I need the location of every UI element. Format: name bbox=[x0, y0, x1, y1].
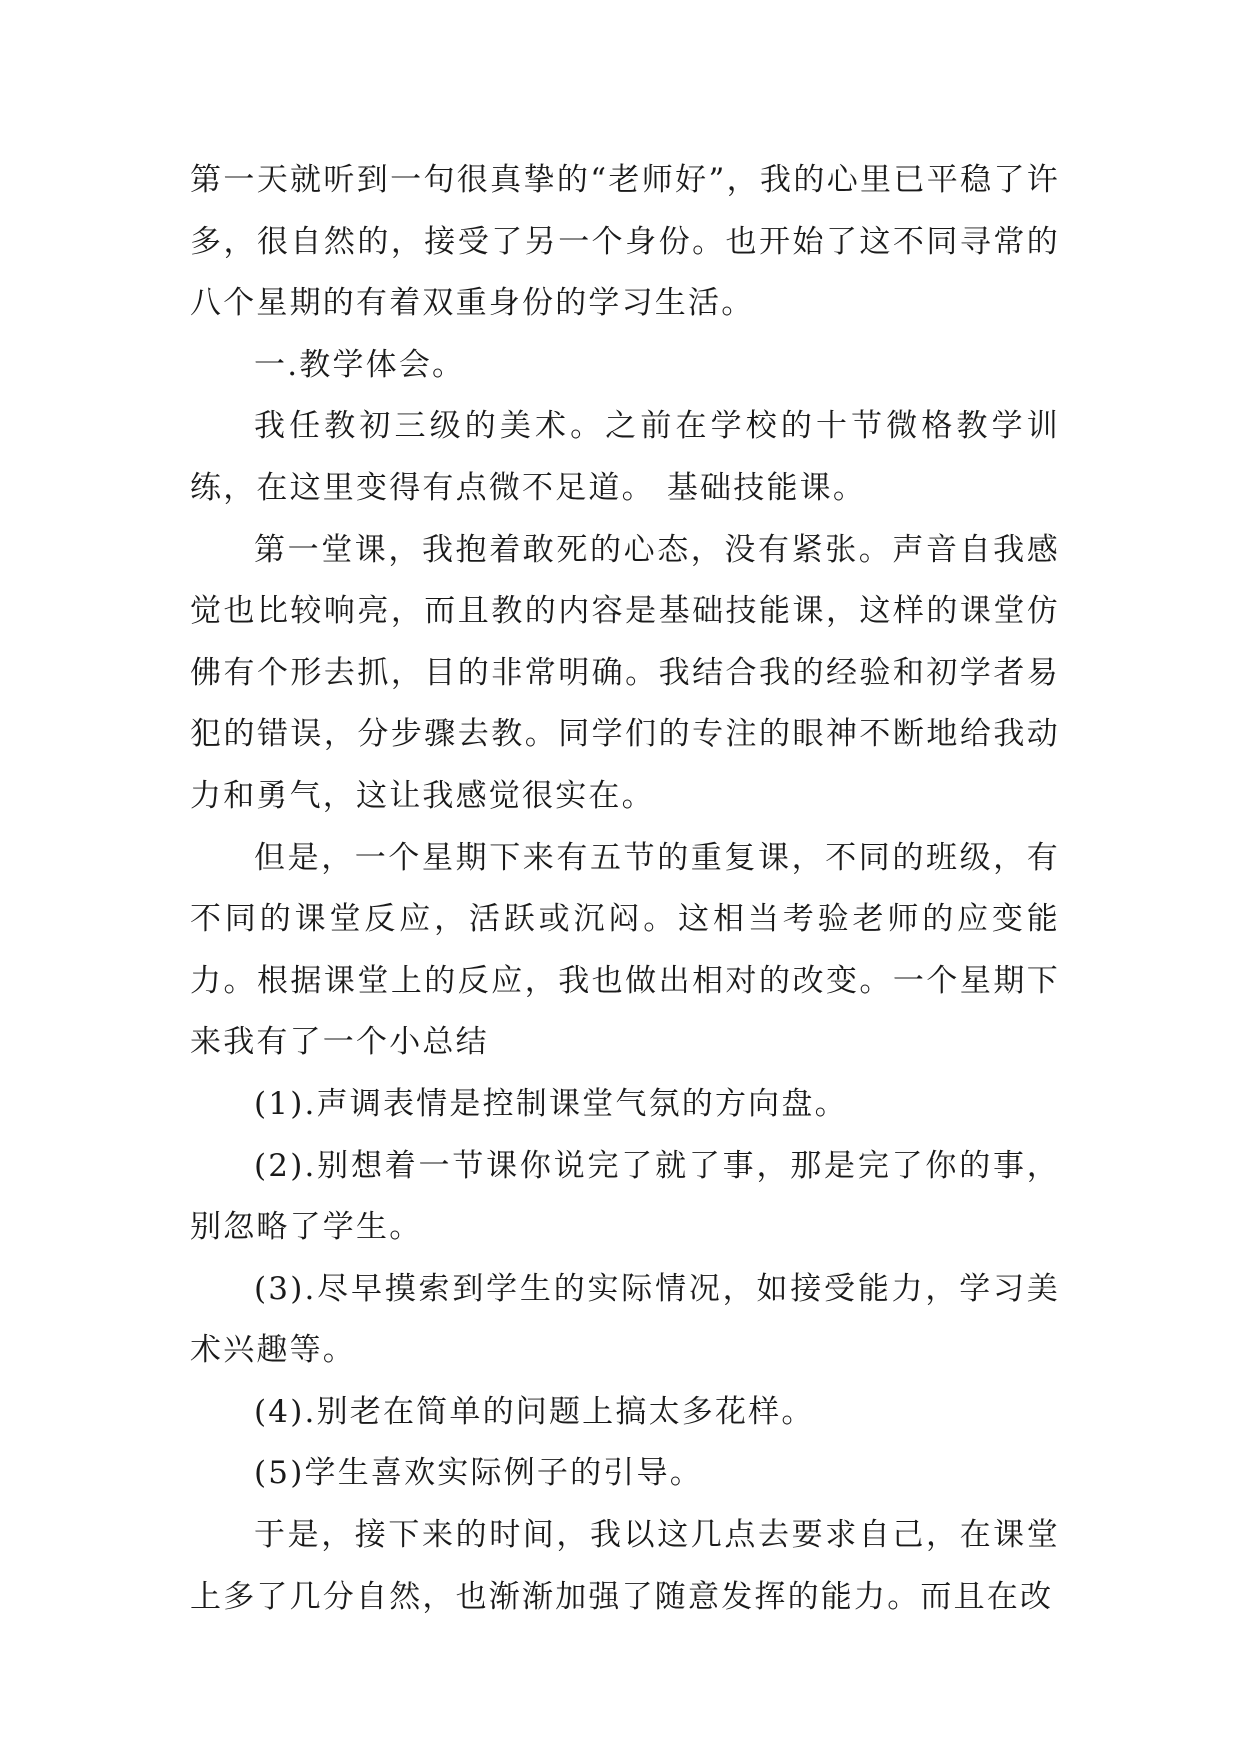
paragraph-teaching-art: 我任教初三级的美术。之前在学校的十节微格教学训练，在这里变得有点微不足道。 基础技能课。 bbox=[190, 408, 1060, 506]
section-heading-teaching: 一.教学体会。 bbox=[254, 346, 466, 383]
document-page bbox=[190, 150, 1060, 1628]
summary-item-1: (1).声调表情是控制课堂气氛的方向盘。 bbox=[254, 1085, 848, 1122]
summary-item-4: (4).别老在简单的问题上搞太多花样。 bbox=[254, 1393, 815, 1430]
paragraph-intro: 第一天就听到一句很真挚的“老师好”，我的心里已平稳了许多，很自然的，接受了另一个身份。也开始了这不同寻常的八个星期的有着双重身份的学习生活。 bbox=[190, 162, 1060, 322]
paragraph-conclusion: 于是，接下来的时间，我以这几点去要求自己，在课堂上多了几分自然，也渐渐加强了随意发挥的能力。而且在改 bbox=[190, 1517, 1060, 1615]
summary-item-3: (3).尽早摸索到学生的实际情况，如接受能力，学习美术兴趣等。 bbox=[190, 1270, 1060, 1369]
summary-item-5: (5)学生喜欢实际例子的引导。 bbox=[254, 1455, 703, 1492]
summary-item-2: (2).别想着一节课你说完了就了事，那是完了你的事，别忽略了学生。 bbox=[190, 1147, 1060, 1246]
paragraph-first-class: 第一堂课，我抱着敢死的心态，没有紧张。声音自我感觉也比较响亮，而且教的内容是基础技能课，这样的课堂仿佛有个形去抓，目的非常明确。我结合我的经验和初学者易犯的错误，分步骤去教。同学们的专注的眼神不断地给我动力和勇气，这让我感觉很实在。 bbox=[190, 531, 1060, 814]
paragraph-repeat-classes: 但是，一个星期下来有五节的重复课，不同的班级，有不同的课堂反应，活跃或沉闷。这相当考验老师的应变能力。根据课堂上的反应，我也做出相对的改变。一个星期下来我有了一个小总结 bbox=[190, 839, 1060, 1061]
